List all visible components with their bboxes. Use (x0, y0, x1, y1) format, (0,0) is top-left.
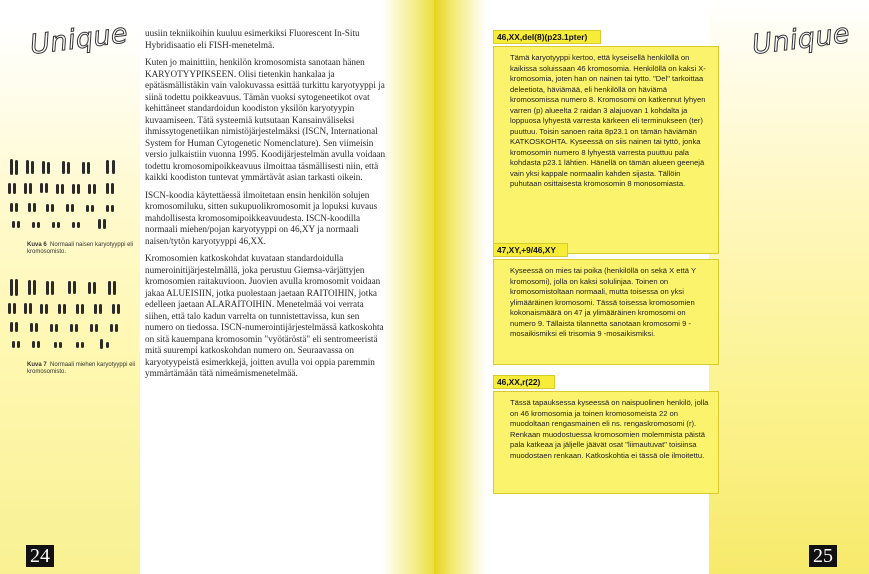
male-karyotype-image (2, 275, 136, 355)
karyotype-example-box: Kyseessä on mies tai poika (henkilöllä on sekä X että Y kromosomi), jolla on kaksi solulinjaa. Toinen on kromosomistoltaan normaali, mutta toisessa on yksi ylimääräinen kromosomi. Tässä toisessa kromosomien kokonaismäärä on 47 ja ylimääräinen kromosomi on numero 9. Tällaista tilannetta sanotaan kromosomi 9 -mosaikismiksi eli trisomia 9 -mosaikismiksi. (493, 259, 719, 365)
karyotype-heading: 46,XX,del(8)(p23.1pter) (493, 30, 601, 44)
figure-6-caption: Kuva 6 Normaali naisen karyotyyppi eli kromosomisto. (27, 242, 134, 255)
figure-7-caption: Kuva 7 Normaali miehen karyotyyppi eli kromosomisto. (27, 362, 136, 375)
karyotype-example-box: Tässä tapauksessa kyseessä on naispuolinen henkilö, jolla on 46 kromosomia ja toinen kromosomeista 22 on muodoltaan rengasmainen eli ns. rengaskromosomi (r). Renkaan muodostuessa kromosomien molemmista päistä pala katkeaa ja jäljelle jäävät osat "liimautuvat" toisiinsa muodostaen renkaan. Katkoskohtia ei tässä ole ilmoitettu. (493, 391, 719, 494)
karyotype-example-box: Tämä karyotyyppi kertoo, että kyseisellä henkilöllä on kaikissa soluissaan 46 kromosomia. Henkilöllä on kaksi X-kromosomia, joten han on nainen tai tytto. "Del" tarkoittaa deleetiota, häviämää, eli henkilöllä on häviämä kromosomissa numero 8. Kromosomi on katkennut lyhyen varren (p) alueelta 2 raidan 3 alajuovan 1 kohdalta ja loppuosa lyhyestä varresta kärkeen eli terminukseen (ter) puuttuu. Toisin sanoen raita 8p23.1 on tämän häviämän KATKOSKOHTA. Kyseessä on siis nainen tai tyttö, jonka kromosomin numero 8 lyhyestä varresta puuttuu pala kohdasta p23.1 lähtien. Hänellä on tämän alueen geenejä vain yksi kappale normaalin kahden sijasta. Tällöin puhutaan osittaisesta kromosomin 8 monosomiasta. (493, 46, 719, 254)
paragraph: Kromosomien katkoskohdat kuvataan standardoidulla numeroinitijärjestelmällä, joka perustuu Giemsa-värjättyjen kromosomien raitakuvioon. Juovien avulla kromosomit voidaan jakaa ALUEISIIN, jotka puolestaan jaetaan RAITOIHIN, jotka edelleen jaetaan ALARAITOIHIN. Menetelmää voi verrata siihen, että talo kadun varrelta on tunnistettavissa, kun sen numero on tiedossa. ISCN-numerointijärjestelmässä katkoskohta on sitä kauempana kromosomin "vyötäröstä" eli sentromeeristä mitä suurempi katkoskohdan numero on. Seuraavassa on karyotyypeistä esimerkkejä, joitten avulla voi oppia paremmin ymmärtämään tätä nimeämismenetelmää. (145, 253, 384, 378)
page-number-left: 24 (26, 545, 54, 567)
unique-logo: Unique (750, 18, 852, 61)
female-karyotype-image (2, 155, 136, 235)
right-page (434, 0, 869, 574)
right-margin-gradient (709, 0, 869, 574)
left-page (0, 0, 434, 574)
page-number-right: 25 (809, 545, 837, 567)
paragraph: uusiin tekniikoihin kuuluu esimerkiksi Fluorescent In-Situ Hybridisaatio eli FISH-menetelmä. (145, 28, 360, 50)
unique-logo: Unique (28, 18, 130, 61)
paragraph: ISCN-koodia käytettäessä ilmoitetaan ensin henkilön solujen kromosomiluku, sitten sukupuolikromosomit ja lopuksi kuvaus mahdollisesta kromosomipoikkeavuudesta. ISCN-koodilla normaali miehen/pojan karyotyyppi on 46,XY ja normaali naisen/tytön karyotyyppi 46,XX. (145, 189, 378, 246)
karyotype-heading: 46,XX,r(22) (493, 375, 555, 389)
karyotype-heading: 47,XY,+9/46,XY (493, 243, 568, 257)
left-body-text (145, 28, 388, 386)
paragraph: Kuten jo mainittiin, henkilön kromosomista sanotaan hänen KARYOTYYPIKSEEN. Olisi tietenkin hankalaa ja epätäsmällistäkin vain valokuvassa esittää turkittu karyotyyppi ja siinä todettu poikkeavuus. Tämän vuoksi sytogeneetikot ovat kehittäneet standardoidun koodiston yksilön karyotyypin kuvaamiseen. Tätä systeemiä kutsutaan Kansainväliseksi ihmissytogenetiikan nimistöjärjestelmäksi (ISCN, International System for Human Cytogenetic Nomenclature). Sen viimeisin versio julkaistiin vuonna 1995. Koodijärjestelmän avulla voidaan todettu kromosomipoikkeavuus ilmoittaa täsmällisesti niin, että kaikki koodiston tuntevat ymmärtävät asian tarkasti oikein. (145, 57, 386, 182)
